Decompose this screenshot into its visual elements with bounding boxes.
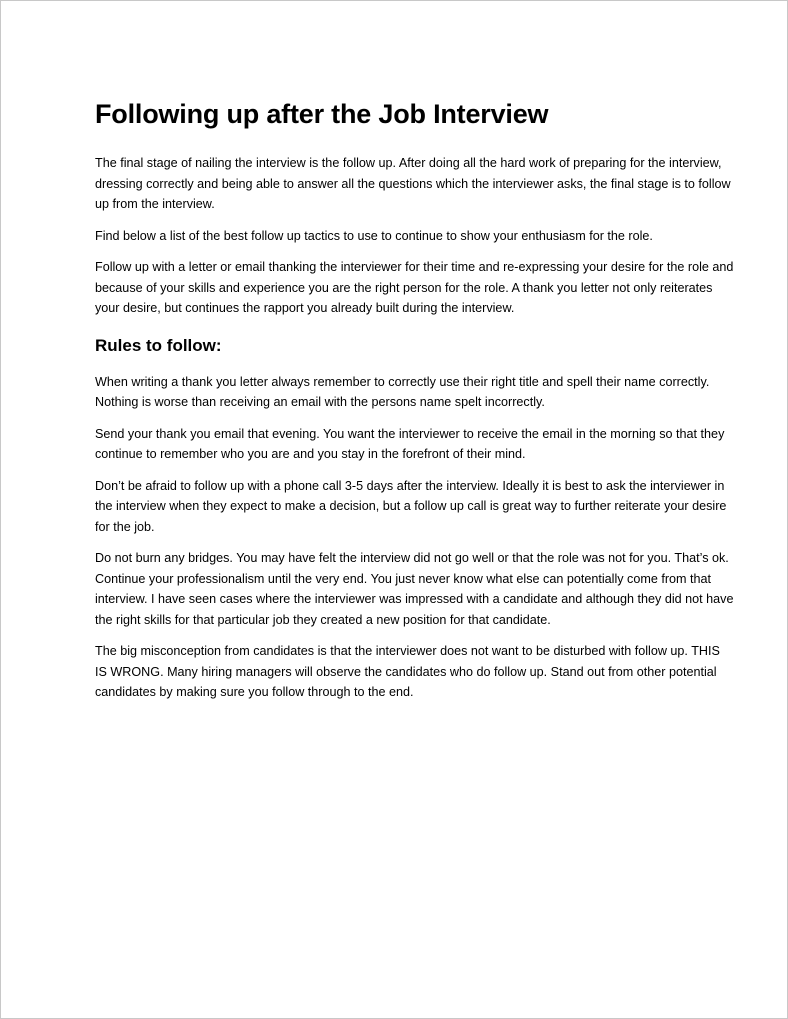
rule-paragraph: When writing a thank you letter always remember to correctly use their right title and spell their name correctly. Nothing is worse than receiving an email with the persons name spelt incorrectly. <box>95 374 710 409</box>
section-heading: Rules to follow: <box>95 335 222 355</box>
document-content <box>95 97 735 714</box>
rule-paragraph: Send your thank you email that evening. You want the interviewer to receive the email in the morning so that they continue to remember who you are and you stay in the forefront of their mind. <box>95 426 725 461</box>
intro-paragraph: Find below a list of the best follow up tactics to use to continue to show your enthusiasm for the role. <box>95 228 653 243</box>
rule-paragraph: Do not burn any bridges. You may have felt the interview did not go well or that the role was not for you. That’s ok. Continue your professionalism until the very end. You just never know what else can potentially come from that interview. I have seen cases where the interviewer was impressed with a candidate and although they did not have the right skills for that particular job they created a new position for that candidate. <box>95 551 734 627</box>
page-title: Following up after the Job Interview <box>95 99 549 129</box>
rule-paragraph: The big misconception from candidates is that the interviewer does not want to be disturbed with follow up. THIS IS WRONG. Many hiring managers will observe the candidates who do follow up. Stand out from other potential candidates by making sure you follow through to the end. <box>95 644 720 699</box>
rule-paragraph: Don’t be afraid to follow up with a phone call 3-5 days after the interview. Ideally it is best to ask the interviewer in the interview when they expect to make a decision, but a follow up call is great way to further reiterate your desire for the job. <box>95 478 727 534</box>
intro-paragraph: Follow up with a letter or email thanking the interviewer for their time and re-expressing your desire for the role and because of your skills and experience you are the right person for the role. A thank you letter not only reiterates your desire, but continues the rapport you already built during the interview. <box>95 260 734 315</box>
intro-paragraph: The final stage of nailing the interview is the follow up. After doing all the hard work of preparing for the interview, dressing correctly and being able to answer all the questions which the interviewer asks, the final stage is to follow up from the interview. <box>95 156 731 211</box>
